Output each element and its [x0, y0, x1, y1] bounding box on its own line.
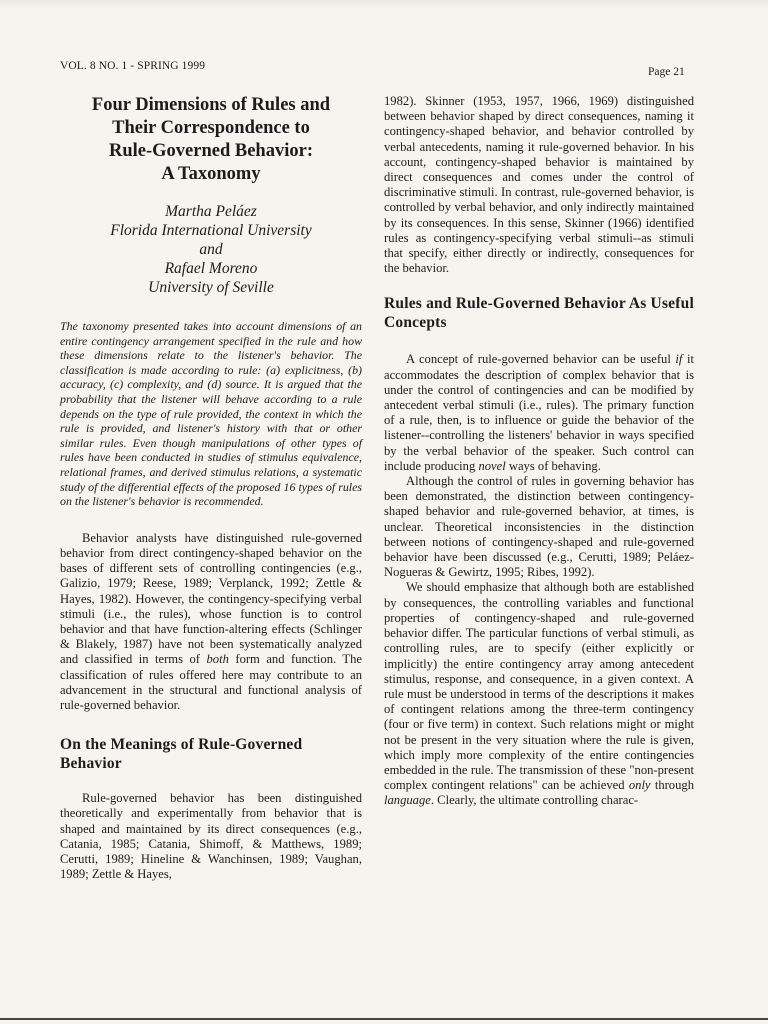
s2p3-emphasis-language: language — [384, 793, 431, 808]
section-heading-useful-concepts: Rules and Rule-Governed Behavior As Useful Concepts — [384, 295, 694, 332]
intro-paragraph — [60, 531, 362, 713]
section2-paragraph-2: Although the control of rules in governing behavior has been demonstrated, the distinction between contingency-shaped behavior and rule-governed behavior, at times, is unclear. Theoretical inconsistencies in the distinction between notions of contingency-shaped and rule-governed behavior have been discussed (e.g., Cerutti, 1989; Peláez-Nogueras & Gewirtz, 1995; Ribes, 1992). — [384, 474, 694, 580]
page-number: Page 21 — [648, 66, 685, 78]
author-name-2: Rafael Moreno — [164, 260, 258, 277]
section1-paragraph: Rule-governed behavior has been distinguished theoretically and experimentally from behavior that is shaped and maintained by its direct consequences (e.g., Catania, 1985; Catania, Shimoff, & Matthews, 1989; Cerutti, 1989; Hineline & Wanchinsen, 1989; Vaughan, 1989; Zettle & Hayes, — [60, 791, 362, 882]
s2p1-text-1: A concept of rule-governed behavior can be useful — [406, 352, 676, 367]
s2p1-text-3: ways of behaving. — [505, 458, 601, 473]
abstract: The taxonomy presented takes into account dimensions of an entire contingency arrangement specified in the rule and how these dimensions relate to the listener's behavior. The classification is made according to rule: (a) explicitness, (b) accuracy, (c) complexity, and (d) source. It is argued that the probability that the listener will behave according to a rule depends on the type of rule provided, the context in which the rule is provided, and listener's history with that or other similar rules. Even though manipulations of other types of rules have been conducted in studies of stimulus equivalence, relational frames, and derived stimulus relations, a systematic study of the differential effects of the proposed 16 types of rules on the listener's behavior is recommended. — [60, 319, 362, 509]
s2p3-text-2: through — [650, 778, 694, 793]
intro-text-1: Behavior analysts have distinguished rule-governed behavior from direct contingency-shaped behavior on the bases of different sets of controlling contingencies (e.g., Galizio, 1979; Reese, 1989; Verplanck, 1992; Zettle & Hayes, 1982). However, the contingency-specifying verbal stimuli (i.e., the rules), whose function is to control behavior and that have function-altering effects (Schlinger & Blakely, 1987) have not been systematically analyzed and classified in terms of — [60, 530, 362, 667]
title-line: Four Dimensions of Rules and — [91, 95, 331, 115]
s2p1-text-2: it accommodates the description of complex behavior that is under the control of contingencies and can be modified by antecedent verbal stimuli (i.e., rules). The primary function of a rule, then, is to influence or guide the behavior of the listener--controlling the listeners' behavior in ways specified by the verbal behavior of the speaker. Such control can include producing — [384, 352, 694, 473]
intro-emphasis: both — [206, 652, 229, 667]
section2-paragraph-1 — [384, 352, 694, 474]
right-column — [384, 94, 694, 809]
author-conjunction: and — [199, 241, 223, 258]
author-affiliation-1: Florida International University — [110, 222, 312, 239]
title-line: A Taxonomy — [161, 164, 261, 184]
intro-text-2: form and function. The classification of rules offered here may contribute to an advancement in the structural and functional analysis of rule-governed behavior. — [60, 652, 362, 712]
left-column — [60, 94, 362, 882]
continuation-paragraph: 1982). Skinner (1953, 1957, 1966, 1969) distinguished between behavior shaped by direct consequences, naming it contingency-shaped behavior, and behavior controlled by verbal antecedents, naming it rule-governed behavior. In his account, contingency-shaped behavior is maintained by direct consequences and comes under the control of discriminative stimuli. In contrast, rule-governed behavior, is controlled by verbal behavior, and only indirectly maintained by its consequences. In this sense, Skinner (1966) identified rules as contingency-specifying verbal stimuli--as stimuli that specify, either directly or indirectly, consequences for the behavior. — [384, 94, 694, 276]
article-title — [60, 94, 362, 186]
title-line: Rule-Governed Behavior: — [109, 141, 313, 161]
s2p1-emphasis-novel: novel — [478, 458, 506, 473]
s2p3-text-1: We should emphasize that although both are established by consequences, the controlling variables and functional properties of contingency-shaped and rule-governed behavior differ. The particular functions of verbal stimuli, as controlling rules, are to specify (either explicitly or implicitly) the entire contingency array among antecedent stimulus, response, and consequence, in a given context. A rule must be understood in terms of the descriptions it makes of contingent relations among the three-term contingency (four or five term) in context. Such relations might or might not be present in the very situation where the rule is given, which imply more complexity of the entire contingencies embedded in the rule. The transmission of these "non-present complex contingent relations" can be achieved — [384, 580, 694, 793]
top-edge-shadow — [0, 0, 768, 8]
s2p1-emphasis-if: if — [675, 352, 683, 367]
s2p3-emphasis-only: only — [628, 778, 651, 793]
journal-issue-header: VOL. 8 NO. 1 - SPRING 1999 — [60, 60, 206, 72]
bottom-rule — [0, 1018, 768, 1020]
section2-paragraph-3 — [384, 580, 694, 808]
author-block — [60, 202, 362, 297]
section-heading-meanings: On the Meanings of Rule-Governed Behavior — [60, 736, 303, 773]
s2p3-text-3: . Clearly, the ultimate controlling charac- — [430, 793, 639, 808]
author-name-1: Martha Peláez — [165, 203, 257, 220]
title-line: Their Correspondence to — [112, 118, 310, 138]
author-affiliation-2: University of Seville — [148, 279, 274, 296]
